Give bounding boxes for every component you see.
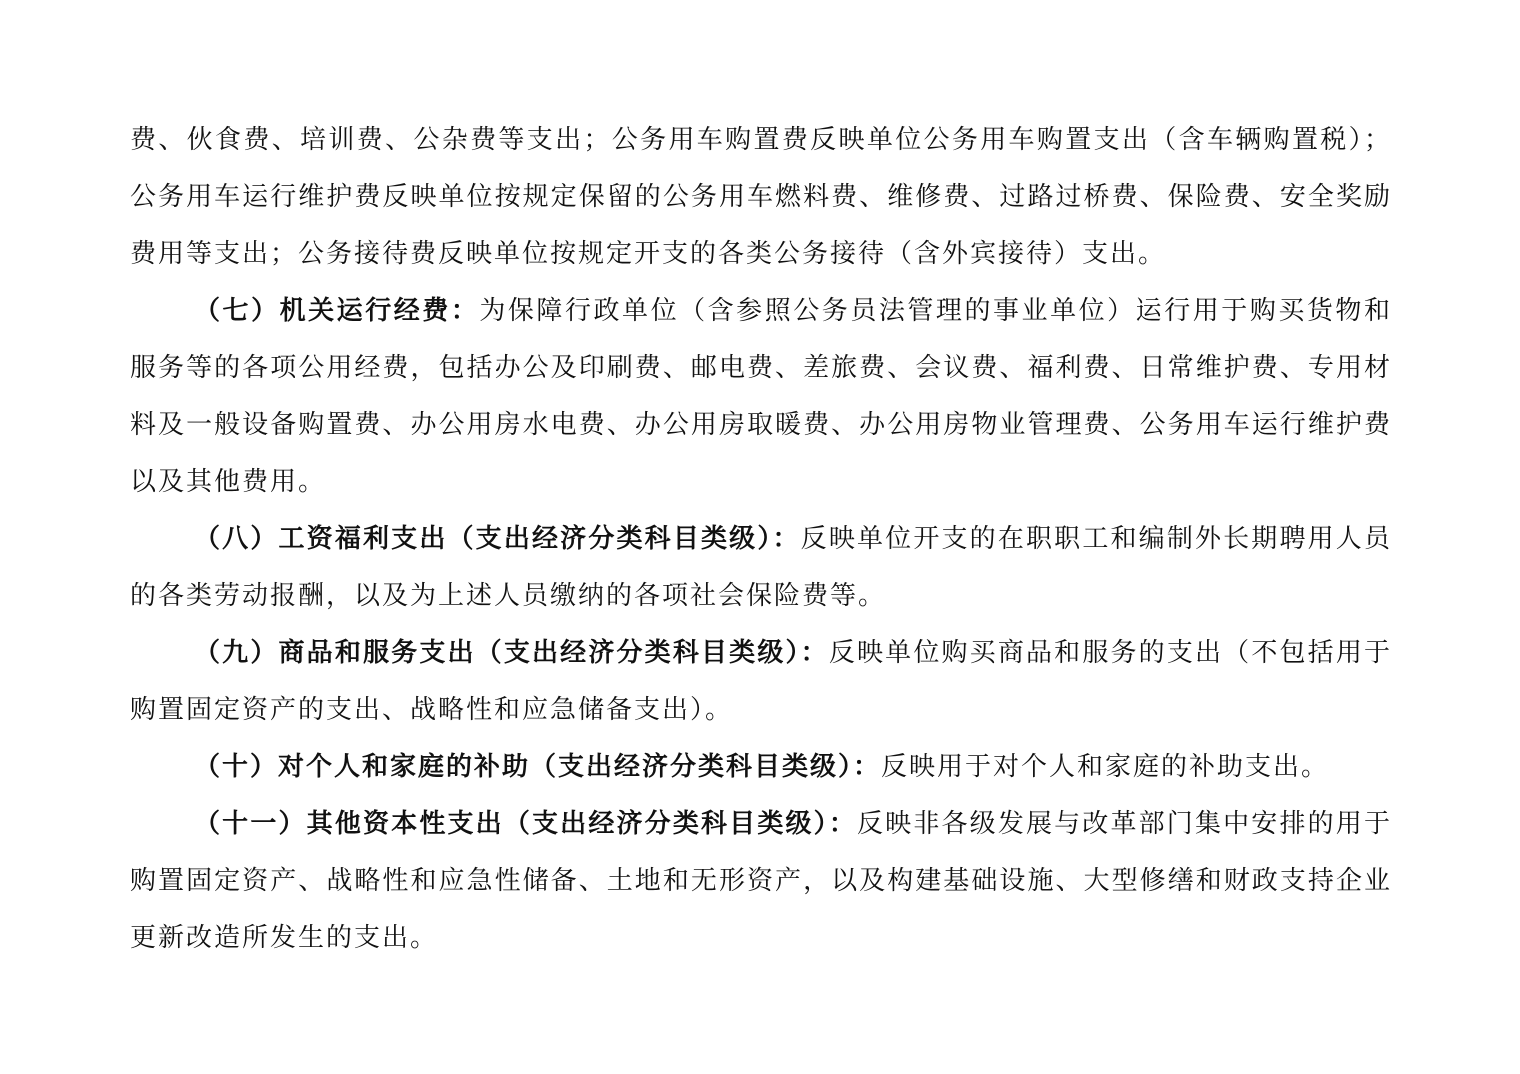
- paragraph-section-8: [130, 511, 1392, 625]
- paragraph-section-11: [130, 796, 1392, 967]
- paragraph-section-10: [130, 739, 1392, 796]
- section-heading: （十一）其他资本性支出（支出经济分类科目类级）：: [194, 809, 857, 839]
- document-page: [130, 112, 1392, 967]
- section-heading: （十）对个人和家庭的补助（支出经济分类科目类级）：: [194, 752, 882, 782]
- paragraph-body: 为保障行政单位（含参照公务员法管理的事业单位）运行用于购买货物和服务等的各项公用经费，包括办公及印刷费、邮电费、差旅费、会议费、福利费、日常维护费、专用材料及一般设备购置费、办公用房水电费、办公用房取暖费、办公用房物业管理费、公务用车运行维护费以及其他费用。: [130, 296, 1392, 497]
- paragraph-section-7: [130, 283, 1392, 511]
- paragraph-body: 反映非各级发展与改革部门集中安排的用于购置固定资产、战略性和应急性储备、土地和无形资产，以及构建基础设施、大型修缮和财政支持企业更新改造所发生的支出。: [130, 809, 1392, 953]
- section-heading: （八）工资福利支出（支出经济分类科目类级）：: [194, 524, 801, 554]
- paragraph-body: 反映用于对个人和家庭的补助支出。: [881, 752, 1330, 782]
- paragraph-continuation: [130, 112, 1392, 283]
- paragraph-section-9: [130, 625, 1392, 739]
- paragraph-body: 反映单位开支的在职职工和编制外长期聘用人员的各类劳动报酬，以及为上述人员缴纳的各项社会保险费等。: [130, 524, 1392, 611]
- paragraph-body: 反映单位购买商品和服务的支出（不包括用于购置固定资产的支出、战略性和应急储备支出）。: [130, 638, 1392, 725]
- section-heading: （七）机关运行经费：: [194, 296, 480, 326]
- paragraph-body: 费、伙食费、培训费、公杂费等支出；公务用车购置费反映单位公务用车购置支出（含车辆购置税）；公务用车运行维护费反映单位按规定保留的公务用车燃料费、维修费、过路过桥费、保险费、安全奖励费用等支出；公务接待费反映单位按规定开支的各类公务接待（含外宾接待）支出。: [130, 125, 1392, 269]
- section-heading: （九）商品和服务支出（支出经济分类科目类级）：: [194, 638, 829, 668]
